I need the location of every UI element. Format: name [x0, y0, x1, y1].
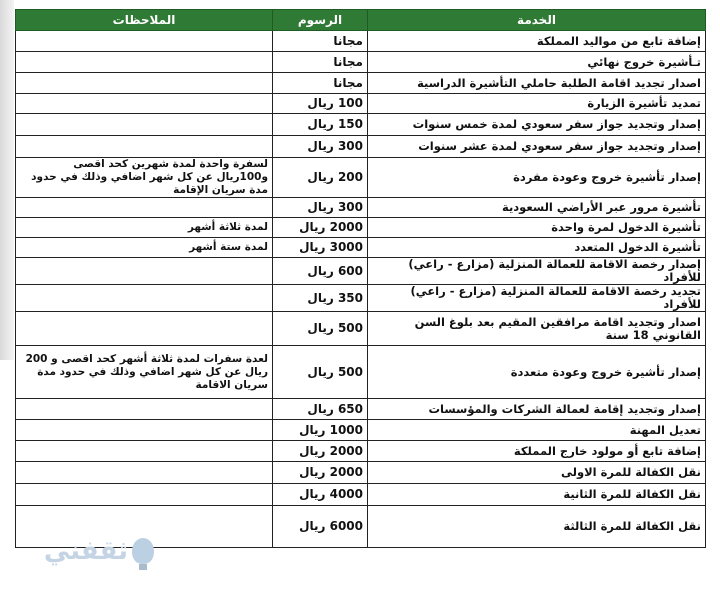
service-cell: نقل الكفالة للمرة الثانية	[368, 484, 706, 506]
service-cell: اصدار وتجديد اقامة مرافقين المقيم بعد بلوغ السن القانوني 18 سنة	[368, 312, 706, 346]
table-row	[16, 158, 706, 198]
table-row	[16, 238, 706, 258]
fee-cell: 500 ريال	[273, 312, 368, 346]
service-cell: نقل الكفالة للمرة الثالثة	[368, 506, 706, 548]
note-cell: لمدة ستة أشهر	[16, 238, 273, 258]
service-cell: اصدار تجديد اقامة الطلبة حاملي التأشيرة الدراسية	[368, 73, 706, 94]
service-cell: إصدار وتجديد إقامة لعمالة الشركات والمؤسسات	[368, 399, 706, 420]
fee-cell: 300 ريال	[273, 136, 368, 158]
service-cell: تـأشيرة خروج نهائي	[368, 52, 706, 73]
table-row	[16, 218, 706, 238]
note-cell: لسفرة واحدة لمدة شهرين كحد اقصى و100ريال عن كل شهر اضافي وذلك في حدود مدة سريان الإقامة	[16, 158, 273, 198]
fee-cell: 1000 ريال	[273, 420, 368, 441]
service-cell: إصدار وتجديد جواز سفر سعودي لمدة عشر سنوات	[368, 136, 706, 158]
service-cell: إضافة تابع من مواليد المملكة	[368, 31, 706, 52]
table-row	[16, 114, 706, 136]
note-cell	[16, 484, 273, 506]
note-cell	[16, 94, 273, 114]
note-cell: لعدة سفرات لمدة ثلاثة أشهر كحد اقصى و 200 ريال عن كل شهر اضافي وذلك في حدود مدة سريان الاقامة	[16, 346, 273, 399]
note-cell	[16, 73, 273, 94]
service-cell: تجديد رخصة الاقامة للعمالة المنزلية (مزارع - راعي) للأفراد	[368, 285, 706, 312]
note-cell	[16, 31, 273, 52]
service-cell: تأشيرة مرور عبر الأراضي السعودية	[368, 198, 706, 218]
table-row	[16, 52, 706, 73]
service-cell: إصدار تأشيرة خروج وعودة مفردة	[368, 158, 706, 198]
service-cell: إصدار وتجديد جواز سفر سعودي لمدة خمس سنوات	[368, 114, 706, 136]
note-cell	[16, 441, 273, 462]
fee-cell: 3000 ريال	[273, 238, 368, 258]
table-header-row	[16, 10, 706, 31]
note-cell	[16, 198, 273, 218]
table-row	[16, 136, 706, 158]
header-service: الخدمة	[368, 10, 706, 31]
table-row	[16, 484, 706, 506]
note-cell	[16, 420, 273, 441]
service-cell: تأشيرة الدخول المتعدد	[368, 238, 706, 258]
fee-cell: 500 ريال	[273, 346, 368, 399]
fee-cell: مجانا	[273, 52, 368, 73]
fee-cell: 150 ريال	[273, 114, 368, 136]
service-cell: نقل الكفالة للمرة الاولى	[368, 462, 706, 484]
note-cell: لمدة ثلاثة أشهر	[16, 218, 273, 238]
fee-cell: 350 ريال	[273, 285, 368, 312]
fee-cell: مجانا	[273, 31, 368, 52]
service-cell: إصدار تأشيرة خروج وعودة متعددة	[368, 346, 706, 399]
fee-cell: 300 ريال	[273, 198, 368, 218]
header-fee: الرسوم	[273, 10, 368, 31]
fee-cell: 650 ريال	[273, 399, 368, 420]
table-row	[16, 73, 706, 94]
table-row	[16, 420, 706, 441]
service-cell: إضافة تابع أو مولود خارج المملكة	[368, 441, 706, 462]
note-cell	[16, 312, 273, 346]
fee-cell: 200 ريال	[273, 158, 368, 198]
note-cell	[16, 136, 273, 158]
note-cell	[16, 399, 273, 420]
note-cell	[16, 285, 273, 312]
service-cell: إصدار رخصة الاقامة للعمالة المنزلية (مزارع - راعي) للأفراد	[368, 258, 706, 285]
watermark-logo	[14, 534, 154, 568]
header-notes: الملاحظات	[16, 10, 273, 31]
lightbulb-icon	[132, 538, 154, 564]
service-cell: تعديل المهنة	[368, 420, 706, 441]
note-cell	[16, 462, 273, 484]
table-row	[16, 399, 706, 420]
table-row	[16, 441, 706, 462]
table-row	[16, 346, 706, 399]
table-row	[16, 94, 706, 114]
note-cell	[16, 258, 273, 285]
table-row	[16, 312, 706, 346]
table-row	[16, 285, 706, 312]
fee-cell: 100 ريال	[273, 94, 368, 114]
fee-cell: 2000 ريال	[273, 218, 368, 238]
logo-text: ثقفني	[43, 536, 128, 566]
fee-cell: 600 ريال	[273, 258, 368, 285]
fee-cell: مجانا	[273, 73, 368, 94]
table-row	[16, 31, 706, 52]
fee-cell: 2000 ريال	[273, 462, 368, 484]
note-cell	[16, 52, 273, 73]
table-row	[16, 258, 706, 285]
table-row	[16, 462, 706, 484]
fee-cell: 2000 ريال	[273, 441, 368, 462]
table-row	[16, 198, 706, 218]
fee-cell: 6000 ريال	[273, 506, 368, 548]
fees-table	[15, 9, 706, 548]
left-shadow	[0, 0, 14, 360]
fee-cell: 4000 ريال	[273, 484, 368, 506]
service-cell: تأشيرة الدخول لمرة واحدة	[368, 218, 706, 238]
service-cell: تمديد تأشيرة الزيارة	[368, 94, 706, 114]
note-cell	[16, 114, 273, 136]
